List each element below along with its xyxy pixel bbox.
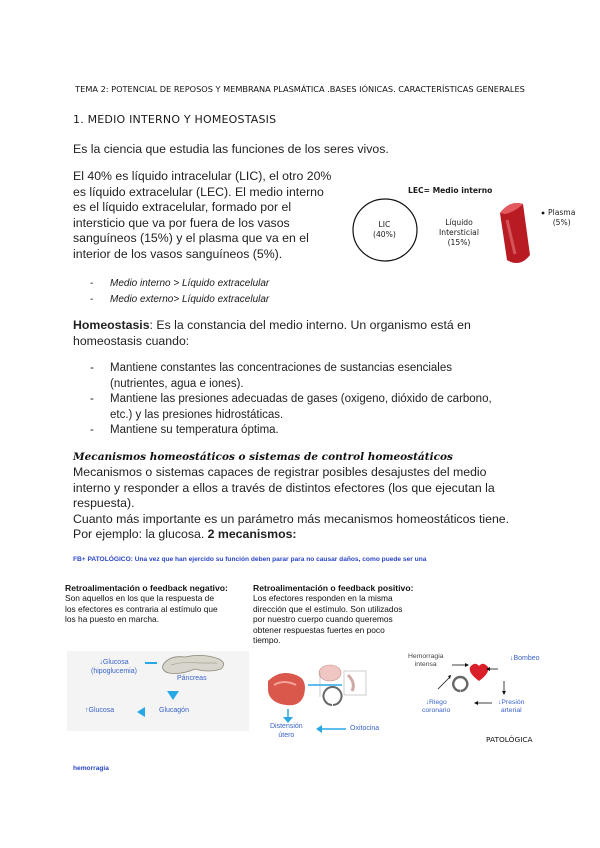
glucosa-low-label: [79, 659, 149, 676]
lic-pct: (40%): [373, 229, 396, 239]
list-item: - Medio externo> Líquido extracelular: [90, 294, 270, 305]
diagram-text: (hipoglucemia): [91, 667, 137, 675]
plasma-label: [548, 208, 575, 227]
paragraph-line: El 40% es líquido intracelular (LIC), el otro 20%: [73, 169, 332, 183]
diagram-text: arterial: [500, 707, 522, 714]
patologica-label: PATOLÓGICA: [486, 735, 533, 744]
arrow-left-icon: [137, 707, 145, 717]
oxytocin-loop-diagram: [260, 661, 390, 741]
interstitial-label: [429, 218, 489, 247]
positive-feedback-title: Retroalimentación o feedback positivo:: [253, 583, 414, 593]
text-line: tiempo.: [253, 635, 281, 645]
paragraph-line: es líquido extracelular (LEC). El medio interno: [73, 184, 324, 199]
paragraph-line: interior de los vasos sanguíneos (5%).: [73, 246, 283, 261]
plasma-text: Plasma: [548, 208, 576, 217]
glucose-loop-diagram: [67, 651, 249, 731]
diagram-text: ↓Riego: [425, 699, 447, 706]
list-item-text: Mantiene su temperatura óptima.: [110, 424, 279, 436]
list-item-text: Mantiene las presiones adecuadas de gases (oxigeno, dióxido de carbono,: [110, 393, 492, 405]
glucagon-label: Glucagón: [159, 707, 189, 714]
fb-positive-note: FB+ PATOLÓGICO: Una vez que han ejercido su función deben parar para no causar daños, como puede ser una: [73, 556, 427, 563]
plasma-pct: (5%): [552, 217, 571, 227]
medio-interno-paragraph: [73, 169, 343, 262]
diagram-text: útero: [278, 731, 295, 739]
list-item-text: Mantiene constantes las concentraciones de sustancias esenciales: [110, 362, 453, 374]
diagram-text: Hemorragia: [408, 653, 444, 660]
section-heading-medio-interno: 1. MEDIO INTERNO Y HOMEOSTASIS: [73, 113, 277, 126]
paragraph-line: respuesta).: [73, 496, 135, 510]
diagram-text: coronario: [422, 707, 451, 714]
list-item-text: (nutrientes, agua e iones).: [110, 377, 244, 390]
homeostasis-term: Homeostasis: [73, 318, 150, 332]
homeostasis-list: [90, 361, 550, 439]
interstitial-text: Líquido: [445, 218, 473, 227]
glucosa-up-label: ↑Glucosa: [85, 707, 115, 714]
lec-label: LEC= Medio interno: [408, 186, 493, 195]
arrow-down-icon: [167, 691, 179, 700]
oxitocina-label: Oxitocina: [350, 725, 380, 732]
diagram-text: intensa: [414, 661, 437, 669]
interstitial-pct: (15%): [447, 237, 471, 247]
bullet-text: Medio externo> Líquido extracelular: [110, 294, 270, 305]
text-line: dirección que el estímulo. Son utilizados: [253, 603, 403, 614]
lic-text: LIC: [378, 220, 391, 229]
paragraph-line: es el líquido extracelular, formado por el: [73, 200, 292, 214]
pancreas-label: Páncreas: [177, 675, 207, 682]
mecanismos-heading: Mecanismos homeostáticos o sistemas de control homeostáticos: [73, 451, 453, 463]
cycle-icon: [453, 677, 467, 691]
liquid-compartments-figure: [345, 180, 585, 270]
positive-feedback-block: [253, 583, 428, 646]
medio-bullets: [90, 276, 270, 308]
bombeo-label: ↓Bombeo: [510, 655, 540, 662]
text-line: Son aquellos en los que la respuesta de: [65, 593, 214, 603]
diagram-text: ↓Presión: [498, 699, 525, 706]
plasma-dot: [542, 212, 545, 215]
list-item-text: etc.) y las presiones hidrostáticas.: [110, 408, 284, 421]
negative-feedback-title: Retroalimentación o feedback negativo:: [65, 583, 228, 593]
text-line: los ha puesto en marcha.: [65, 614, 160, 624]
negative-feedback-text: [65, 593, 250, 625]
definition-text: : Es la constancia del medio interno. Un organismo está en: [149, 318, 471, 332]
paragraph-line: sanguíneos (15%) y el plasma que va en el: [73, 231, 309, 245]
pathologic-cycle-graphic: [408, 653, 553, 733]
text-line: por nuestro cuerpo cuando queremos: [253, 614, 393, 624]
diagram-text: Distensión: [270, 723, 303, 730]
text-line: los efectores es contraria al estímulo que: [65, 603, 218, 614]
bullet-text: Medio interno > Líquido extracelular: [110, 278, 270, 289]
paragraph-line: Cuanto más importante es un parámetro más mecanismos homeostáticos tiene.: [73, 511, 510, 526]
blood-vessel-icon: [500, 203, 530, 263]
text-line: Los efectores responden en la misma: [253, 593, 393, 603]
interstitial-text: Intersticial: [439, 227, 479, 237]
text-line: obtener respuestas fuertes en poco: [253, 624, 385, 635]
paragraph-line: interno y responder a ellos a través de distintos efectores (los que ejecutan la: [73, 480, 495, 495]
list-item: - Medio interno > Líquido extracelular: [90, 278, 270, 289]
heart-icon: [470, 664, 489, 681]
riego-label: [422, 699, 450, 715]
presion-label: [498, 699, 524, 715]
feedback-figure: [65, 583, 555, 748]
intro-text: Es la ciencia que estudia las funciones de los seres vivos.: [73, 142, 389, 156]
paragraph-line: intersticio que va por fuera de los vasos: [73, 215, 290, 230]
list-item: - Mantiene su temperatura óptima.: [110, 423, 550, 439]
diagram-text: ↓Glucosa: [99, 659, 129, 666]
lic-label: [373, 220, 396, 239]
paragraph-line: Mecanismos o sistemas capaces de registrar posibles desajustes del medio: [73, 465, 487, 479]
footer-hemorragia: hemorragia: [73, 765, 109, 772]
arrow-right-line: [145, 662, 157, 664]
definition-text: homeostasis cuando:: [73, 333, 190, 348]
mecanismos-paragraph: [73, 465, 553, 543]
positive-feedback-text: [253, 593, 428, 646]
document-title: TEMA 2: POTENCIAL DE REPOSOS Y MEMBRANA PLASMÁTICA .BASES IÓNICAS. CARACTERÍSTICAS GENERALES: [75, 84, 525, 94]
homeostasis-definition: [73, 318, 543, 349]
mecanismos-count: 2 mecanismos:: [207, 527, 297, 541]
list-item: - Mantiene constantes las concentraciones de sustancias esenciales (nutrientes, agua e iones).: [110, 361, 550, 392]
distension-label: [270, 723, 303, 740]
pathologic-loop-diagram: [408, 653, 553, 748]
paragraph-line: Por ejemplo: la glucosa.: [73, 527, 208, 541]
list-item: - Mantiene las presiones adecuadas de gases (oxigeno, dióxido de carbono, etc.) y las presiones hidrostáticas.: [110, 392, 550, 423]
negative-feedback-block: [65, 583, 250, 625]
